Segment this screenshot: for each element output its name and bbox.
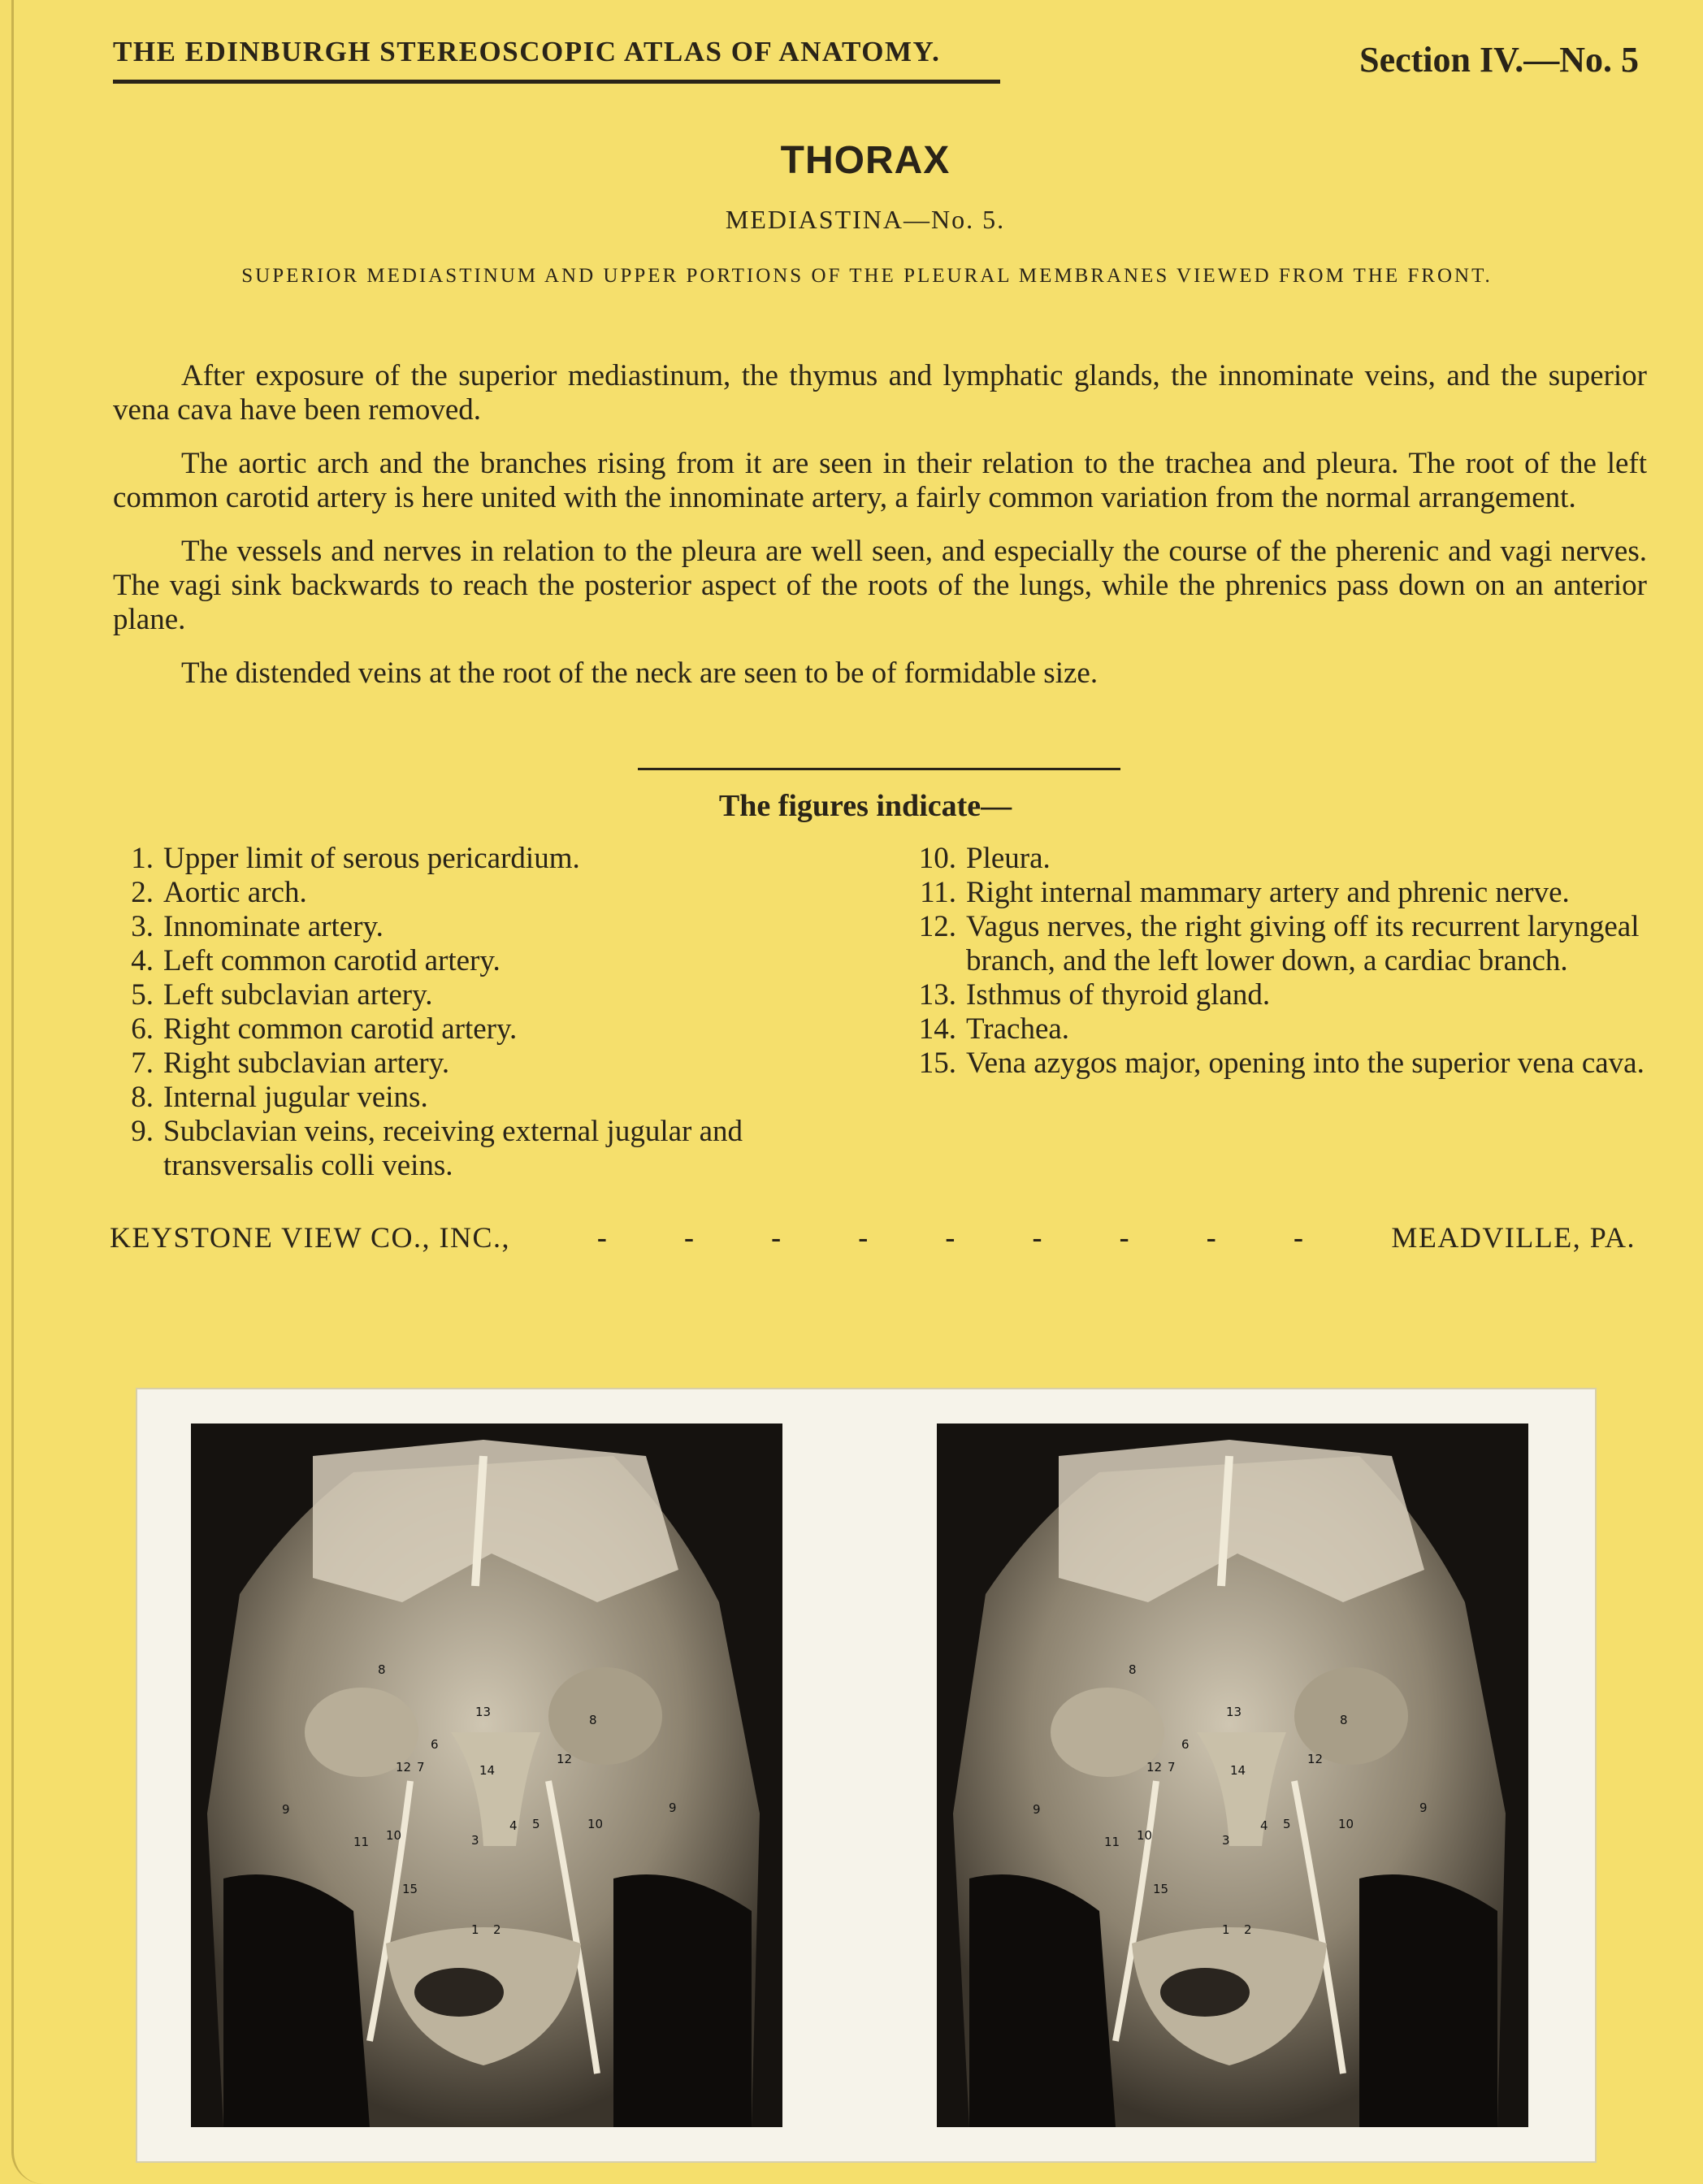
legend-number: 13. bbox=[918, 978, 956, 1012]
legend-text: Vena azygos major, opening into the superior vena cava. bbox=[966, 1046, 1644, 1080]
photo-label: 10 bbox=[1338, 1817, 1354, 1831]
photo-label: 6 bbox=[431, 1737, 439, 1752]
photo-label: 4 bbox=[509, 1818, 518, 1833]
dash: - bbox=[1119, 1221, 1131, 1254]
photo-label: 8 bbox=[1340, 1713, 1348, 1727]
page-subtitle: MEDIASTINA—No. 5. bbox=[725, 205, 1006, 234]
legend-text: Left subclavian artery. bbox=[163, 978, 433, 1012]
photo-label: 13 bbox=[475, 1705, 492, 1719]
photo-label: 5 bbox=[1283, 1817, 1291, 1831]
legend-number: 15. bbox=[918, 1046, 956, 1080]
legend-text: Right subclavian artery. bbox=[163, 1046, 450, 1080]
photo-label: 6 bbox=[1181, 1737, 1190, 1752]
legend-number: 9. bbox=[131, 1115, 154, 1148]
photo-label: 4 bbox=[1260, 1818, 1268, 1833]
legend-text: Subclavian veins, receiving external jugular and transversalis colli veins. bbox=[163, 1115, 743, 1182]
legend-item bbox=[911, 842, 1647, 876]
stereo-photo-right bbox=[937, 1424, 1528, 2127]
location: MEADVILLE, PA. bbox=[1391, 1221, 1636, 1254]
legend-number: 5. bbox=[131, 978, 154, 1012]
dash: - bbox=[683, 1221, 696, 1254]
legend-number: 7. bbox=[131, 1046, 154, 1080]
photo-label: 11 bbox=[1104, 1835, 1120, 1849]
dash: - bbox=[1206, 1221, 1218, 1254]
photo-label: 7 bbox=[417, 1760, 425, 1774]
legend-number: 1. bbox=[131, 842, 154, 875]
legend-text: Aortic arch. bbox=[163, 876, 307, 909]
photo-label: 9 bbox=[282, 1802, 290, 1817]
photo-label: 1 bbox=[471, 1922, 479, 1937]
legend-item bbox=[108, 978, 888, 1012]
photo-label: 2 bbox=[1244, 1922, 1252, 1937]
photo-label: 12 bbox=[557, 1752, 573, 1766]
legend-item bbox=[108, 842, 888, 876]
legend-number: 6. bbox=[131, 1012, 154, 1046]
description bbox=[113, 359, 1647, 710]
photo-label: 12 bbox=[1146, 1760, 1163, 1774]
legend-item bbox=[108, 1115, 888, 1183]
legend-item bbox=[911, 910, 1647, 978]
legend-text: Pleura. bbox=[966, 842, 1051, 875]
photo-label: 9 bbox=[1033, 1802, 1041, 1817]
photo-label: 15 bbox=[1153, 1882, 1169, 1896]
page-title: THORAX bbox=[780, 139, 951, 182]
legend-item bbox=[108, 1012, 888, 1046]
legend-text: Innominate artery. bbox=[163, 910, 384, 943]
dash: - bbox=[1293, 1221, 1305, 1254]
legend-item bbox=[911, 978, 1647, 1012]
photo-label: 9 bbox=[669, 1800, 677, 1815]
legend-text: Isthmus of thyroid gland. bbox=[966, 978, 1271, 1012]
legend-text: Trachea. bbox=[966, 1012, 1070, 1046]
figures-heading: The figures indicate— bbox=[718, 789, 1012, 823]
footer bbox=[110, 1220, 1636, 1254]
photo-label: 8 bbox=[589, 1713, 597, 1727]
photo-label: 3 bbox=[471, 1833, 479, 1848]
legend-item bbox=[911, 1012, 1647, 1046]
legend-number: 4. bbox=[131, 944, 154, 977]
legend-left bbox=[108, 842, 888, 1183]
dash: - bbox=[945, 1221, 956, 1254]
dash: - bbox=[1032, 1221, 1044, 1254]
legend-text: Right internal mammary artery and phrenic nerve. bbox=[966, 876, 1570, 909]
series-title: THE EDINBURGH STEREOSCOPIC ATLAS OF ANATOMY. bbox=[113, 36, 1000, 84]
legend-number: 12. bbox=[918, 910, 956, 943]
legend-item bbox=[911, 876, 1647, 910]
legend-number: 2. bbox=[131, 876, 154, 909]
dash: - bbox=[596, 1221, 609, 1254]
photo-label: 8 bbox=[1129, 1662, 1137, 1677]
stereo-card bbox=[11, 0, 1703, 2184]
photo-label: 13 bbox=[1226, 1705, 1242, 1719]
photo-label: 10 bbox=[1137, 1828, 1153, 1843]
photo-label: 8 bbox=[378, 1662, 386, 1677]
view-caption: SUPERIOR MEDIASTINUM AND UPPER PORTIONS OF THE PLEURAL MEMBRANES VIEWED FROM THE FRONT. bbox=[241, 265, 1493, 287]
legend-number: 8. bbox=[131, 1081, 154, 1114]
legend-item bbox=[911, 1046, 1647, 1081]
legend-item bbox=[108, 876, 888, 910]
photo-label: 14 bbox=[1230, 1763, 1246, 1778]
legend-number: 14. bbox=[918, 1012, 956, 1046]
stereo-photo-left bbox=[191, 1424, 782, 2127]
legend-text: Internal jugular veins. bbox=[163, 1081, 428, 1114]
legend-right bbox=[911, 842, 1647, 1081]
paragraph: The aortic arch and the branches rising from it are seen in their relation to the trachea and pleura. The root of the left common carotid artery is here united with the innominate artery, a fairly common variation from the normal arrangement. bbox=[113, 447, 1647, 514]
section-number: Section IV.—No. 5 bbox=[1359, 40, 1639, 80]
legend-text: Right common carotid artery. bbox=[163, 1012, 518, 1046]
dash: - bbox=[858, 1221, 869, 1254]
legend-item bbox=[108, 1081, 888, 1115]
photo-label: 15 bbox=[402, 1882, 418, 1896]
legend-item bbox=[108, 910, 888, 944]
legend-text: Vagus nerves, the right giving off its recurrent laryngeal branch, and the left lower down, a cardiac branch. bbox=[966, 910, 1640, 977]
legend-number: 11. bbox=[920, 876, 956, 909]
stereo-photo-mount bbox=[137, 1389, 1595, 2161]
paragraph: The distended veins at the root of the neck are seen to be of formidable size. bbox=[181, 656, 1098, 690]
photo-label: 5 bbox=[532, 1817, 540, 1831]
photo-label: 10 bbox=[587, 1817, 604, 1831]
photo-label: 2 bbox=[493, 1922, 501, 1937]
photo-label: 14 bbox=[479, 1763, 496, 1778]
legend-number: 3. bbox=[131, 910, 154, 943]
photo-label: 12 bbox=[1307, 1752, 1324, 1766]
photo-label: 11 bbox=[353, 1835, 370, 1849]
dash: - bbox=[771, 1221, 782, 1254]
legend-number: 10. bbox=[918, 842, 956, 875]
dash-leader bbox=[510, 1220, 1391, 1254]
paragraph: After exposure of the superior mediastinum, the thymus and lymphatic glands, the innominate veins, and the superior vena cava have been removed. bbox=[113, 359, 1647, 427]
paragraph: The vessels and nerves in relation to the pleura are well seen, and especially the course of the pherenic and vagi nerves. The vagi sink backwards to reach the posterior aspect of the roots of the lungs, while the phrenics pass down on an anterior plane. bbox=[113, 535, 1647, 636]
publisher: KEYSTONE VIEW CO., INC., bbox=[110, 1221, 510, 1254]
legend-text: Upper limit of serous pericardium. bbox=[163, 842, 580, 875]
divider bbox=[638, 768, 1120, 770]
legend-text: Left common carotid artery. bbox=[163, 944, 500, 977]
photo-label: 10 bbox=[386, 1828, 402, 1843]
legend-item bbox=[108, 1046, 888, 1081]
photo-label: 3 bbox=[1222, 1833, 1230, 1848]
legend-item bbox=[108, 944, 888, 978]
photo-label: 12 bbox=[396, 1760, 412, 1774]
photo-label: 7 bbox=[1168, 1760, 1176, 1774]
photo-label: 9 bbox=[1419, 1800, 1428, 1815]
photo-label: 1 bbox=[1222, 1922, 1230, 1937]
